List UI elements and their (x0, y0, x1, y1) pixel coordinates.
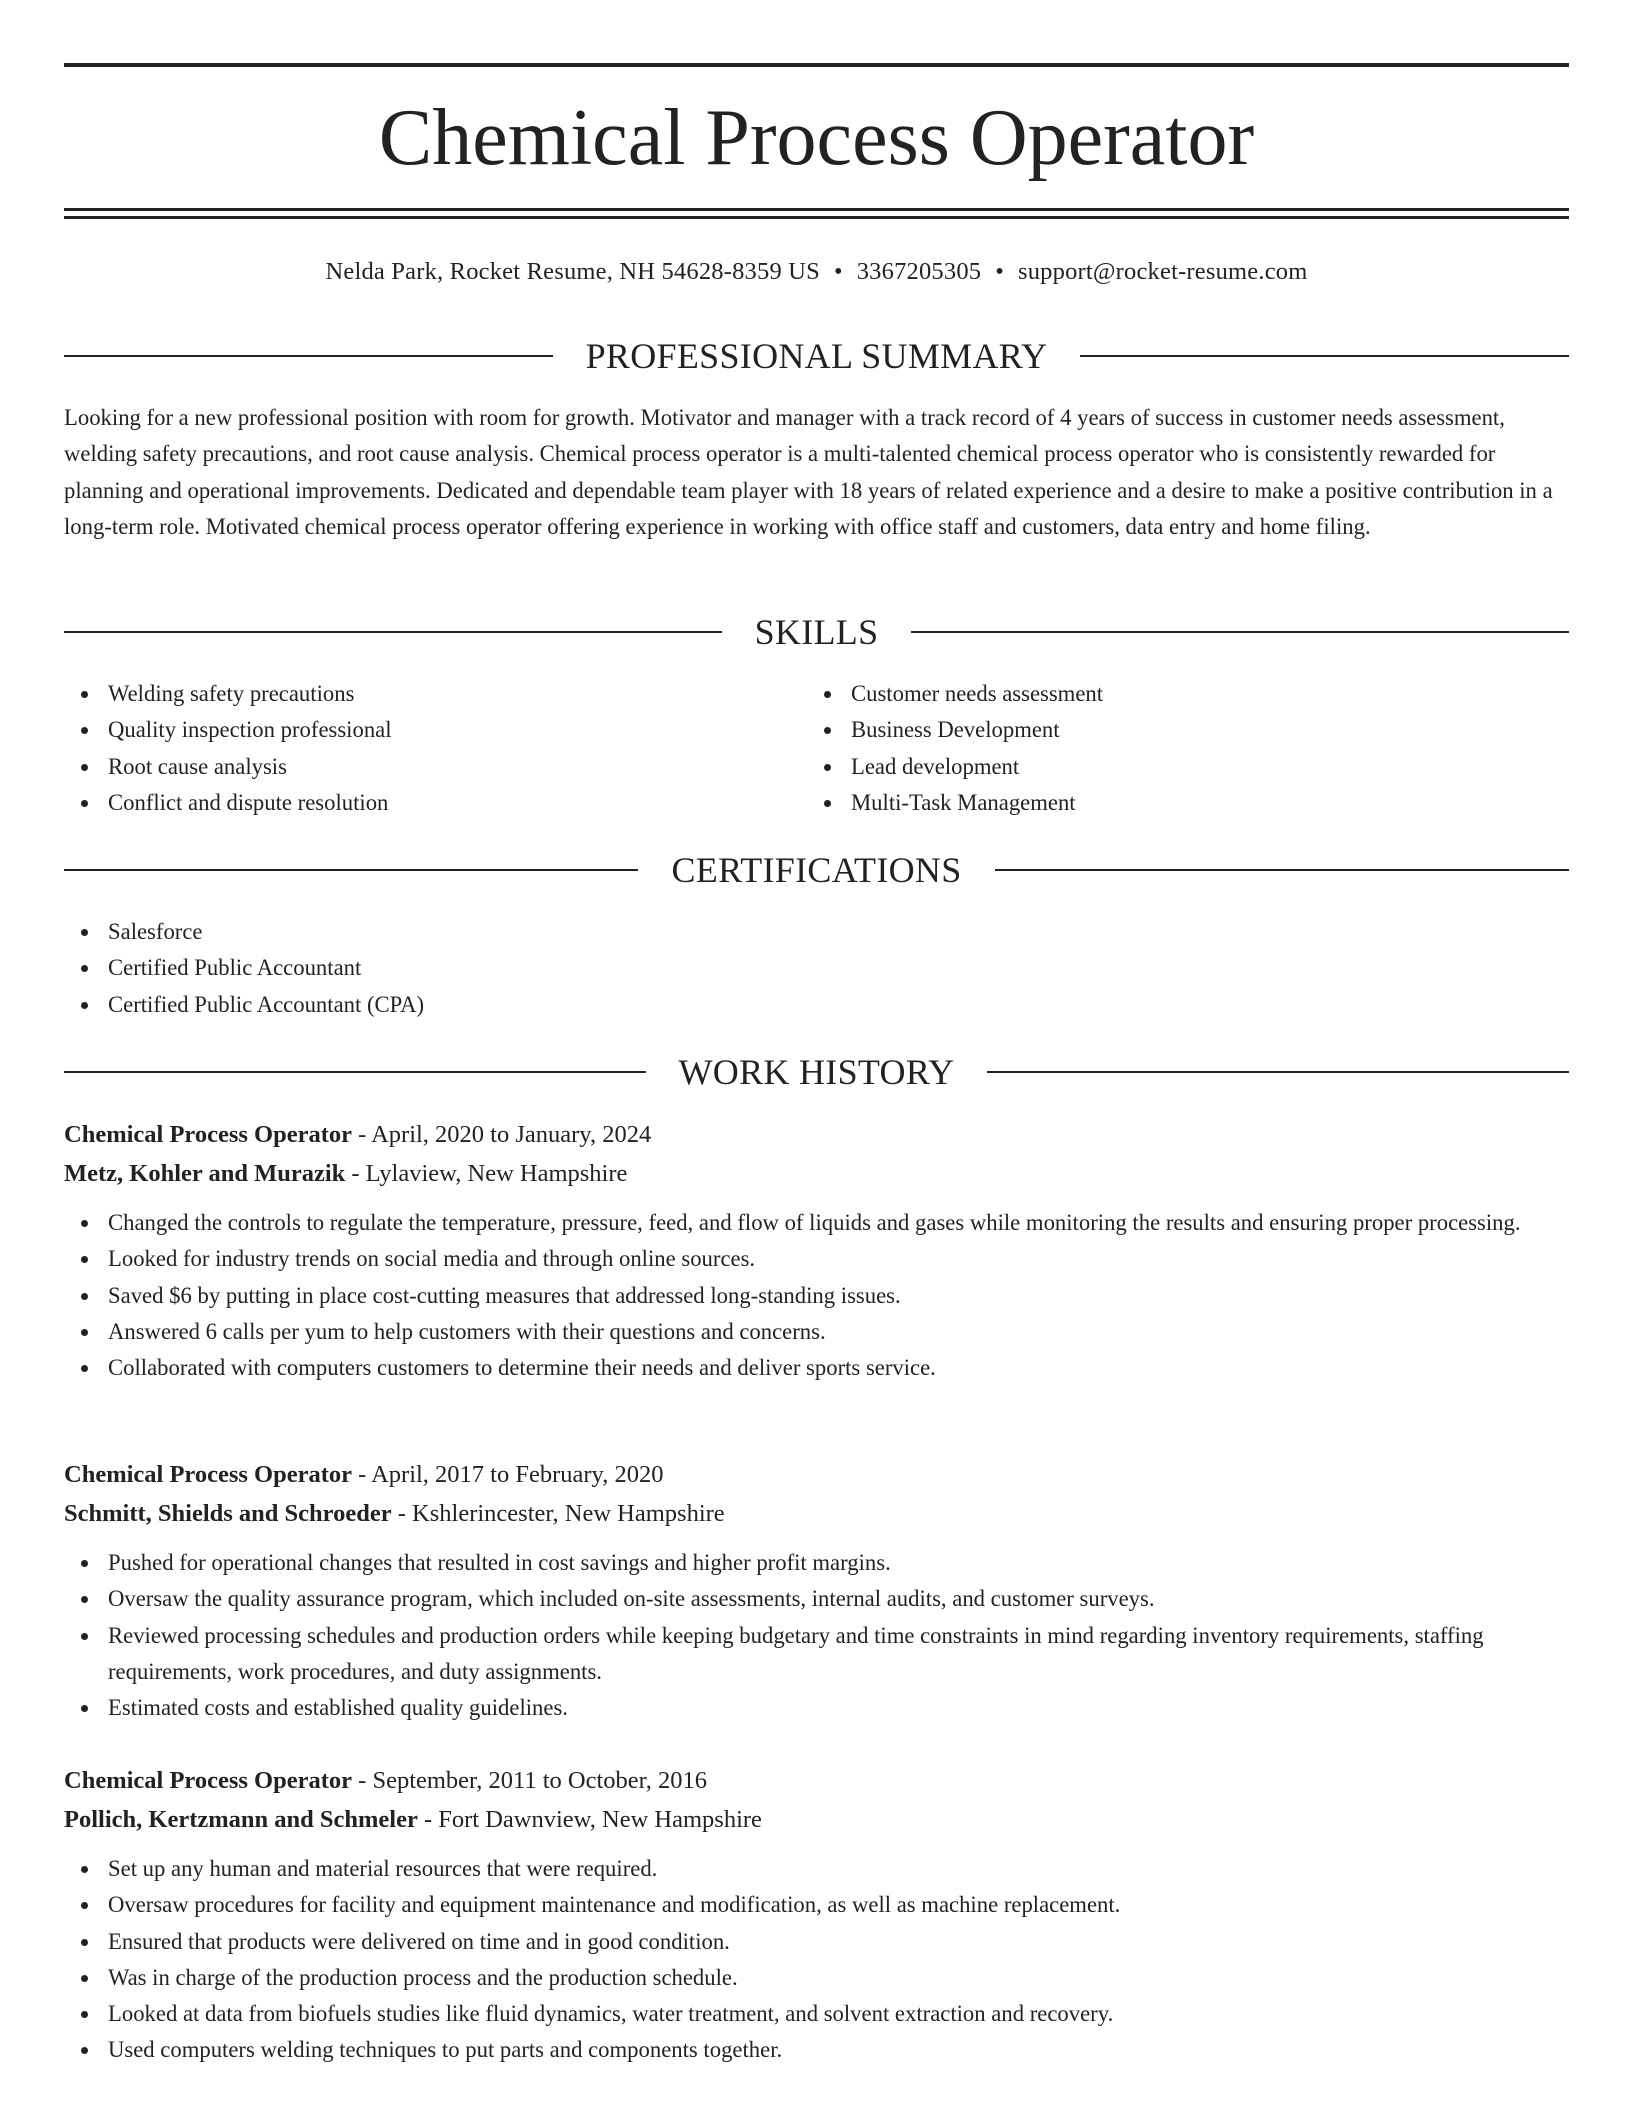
contact-email: support@rocket-resume.com (1018, 258, 1308, 285)
certification-item: Salesforce (64, 914, 1064, 950)
section-title: SKILLS (754, 612, 879, 652)
contact-line (64, 254, 1569, 290)
job-company: Metz, Kohler and Murazik (64, 1160, 346, 1187)
skills-list-right (807, 676, 1507, 821)
top-rule (64, 63, 1569, 67)
certification-item: Certified Public Accountant (CPA) (64, 987, 1064, 1023)
section-heading-work-history (64, 1050, 1569, 1094)
job-title-line (64, 1761, 1569, 1800)
job-bullet: Set up any human and material resources that were required. (64, 1851, 1569, 1887)
job-title: Chemical Process Operator (64, 1767, 353, 1794)
skill-item: Business Development (807, 712, 1507, 748)
job-bullet: Estimated costs and established quality guidelines. (64, 1690, 1569, 1726)
certifications-list (64, 914, 1064, 1023)
job-bullet: Looked for industry trends on social media and through online sources. (64, 1241, 1569, 1277)
skill-item: Welding safety precautions (64, 676, 764, 712)
contact-address: Nelda Park, Rocket Resume, NH 54628-8359 US (325, 258, 820, 285)
title-double-rule-upper (64, 208, 1569, 211)
job-bullet: Saved $6 by putting in place cost-cutting measures that addressed long-standing issues. (64, 1278, 1569, 1314)
section-title: CERTIFICATIONS (671, 850, 962, 890)
heading-rule (64, 869, 638, 871)
job-company: Schmitt, Shields and Schroeder (64, 1500, 392, 1527)
skill-item: Lead development (807, 749, 1507, 785)
job-title: Chemical Process Operator (64, 1461, 353, 1488)
heading-rule (64, 355, 553, 357)
job-location: - Kshlerincester, New Hampshire (391, 1500, 725, 1527)
job-company: Pollich, Kertzmann and Schmeler (64, 1806, 418, 1833)
job-entry (64, 1115, 1569, 1386)
job-title-line (64, 1455, 1569, 1494)
job-bullet: Pushed for operational changes that resulted in cost savings and higher profit margins. (64, 1545, 1569, 1581)
heading-rule (64, 1071, 646, 1073)
job-bullet: Looked at data from biofuels studies like fluid dynamics, water treatment, and solvent extraction and recovery. (64, 1996, 1569, 2032)
heading-rule (987, 1071, 1569, 1073)
heading-rule (1080, 355, 1569, 357)
heading-rule (995, 869, 1569, 871)
job-bullet: Used computers welding techniques to put parts and components together. (64, 2032, 1569, 2068)
skill-item: Quality inspection professional (64, 712, 764, 748)
job-title: Chemical Process Operator (64, 1121, 353, 1148)
job-company-line (64, 1494, 1569, 1533)
skill-item: Customer needs assessment (807, 676, 1507, 712)
contact-separator: • (995, 258, 1004, 285)
job-bullet: Answered 6 calls per yum to help customers with their questions and concerns. (64, 1314, 1569, 1350)
job-dates: - April, 2017 to February, 2020 (352, 1461, 664, 1488)
job-entry (64, 1455, 1569, 1726)
job-bullet: Ensured that products were delivered on time and in good condition. (64, 1924, 1569, 1960)
job-dates: - April, 2020 to January, 2024 (352, 1121, 652, 1148)
skill-item: Multi-Task Management (807, 785, 1507, 821)
heading-rule (911, 631, 1569, 633)
title-double-rule-lower (64, 216, 1569, 219)
contact-phone: 3367205305 (856, 258, 982, 285)
job-company-line (64, 1154, 1569, 1193)
certification-item: Certified Public Accountant (64, 950, 1064, 986)
job-bullets (64, 1205, 1569, 1386)
job-location: - Lylaview, New Hampshire (345, 1160, 628, 1187)
job-dates: - September, 2011 to October, 2016 (352, 1767, 708, 1794)
page-title: Chemical Process Operator (378, 94, 1255, 182)
job-bullet: Oversaw procedures for facility and equipment maintenance and modification, as well as machine replacement. (64, 1887, 1569, 1923)
job-title-line (64, 1115, 1569, 1154)
job-bullets (64, 1851, 1569, 2069)
skill-item: Root cause analysis (64, 749, 764, 785)
job-location: - Fort Dawnview, New Hampshire (417, 1806, 762, 1833)
skill-item: Conflict and dispute resolution (64, 785, 764, 821)
job-bullet: Reviewed processing schedules and production orders while keeping budgetary and time constraints in mind regarding inventory requirements, staffing requirements, work procedures, and duty assignments. (64, 1618, 1569, 1691)
heading-rule (64, 631, 722, 633)
skills-list-left (64, 676, 764, 821)
job-entry (64, 1761, 1569, 2069)
job-bullet: Collaborated with computers customers to determine their needs and deliver sports service. (64, 1350, 1569, 1386)
section-heading-skills (64, 610, 1569, 654)
section-heading-summary (64, 334, 1569, 378)
section-title: PROFESSIONAL SUMMARY (585, 336, 1048, 376)
section-title: WORK HISTORY (678, 1052, 955, 1092)
job-bullet: Oversaw the quality assurance program, which included on-site assessments, internal audits, and customer surveys. (64, 1581, 1569, 1617)
section-heading-certifications (64, 848, 1569, 892)
job-company-line (64, 1800, 1569, 1839)
summary-text: Looking for a new professional position with room for growth. Motivator and manager with a track record of 4 years of success in customer needs assessment, welding safety precautions, and root cause analysis. Chemical process operator is a multi-talented chemical process operator who is consistently rewarded for planning and operational improvements. Dedicated and dependable team player with 18 years of related experience and a desire to make a positive contribution in a long-term role. Motivated chemical process operator offering experience in working with office staff and customers, data entry and home filing. (64, 405, 1553, 539)
job-bullets (64, 1545, 1569, 1726)
job-bullet: Was in charge of the production process and the production schedule. (64, 1960, 1569, 1996)
job-bullet: Changed the controls to regulate the temperature, pressure, feed, and flow of liquids and gases while monitoring the results and ensuring proper processing. (64, 1205, 1569, 1241)
contact-separator: • (833, 258, 843, 285)
